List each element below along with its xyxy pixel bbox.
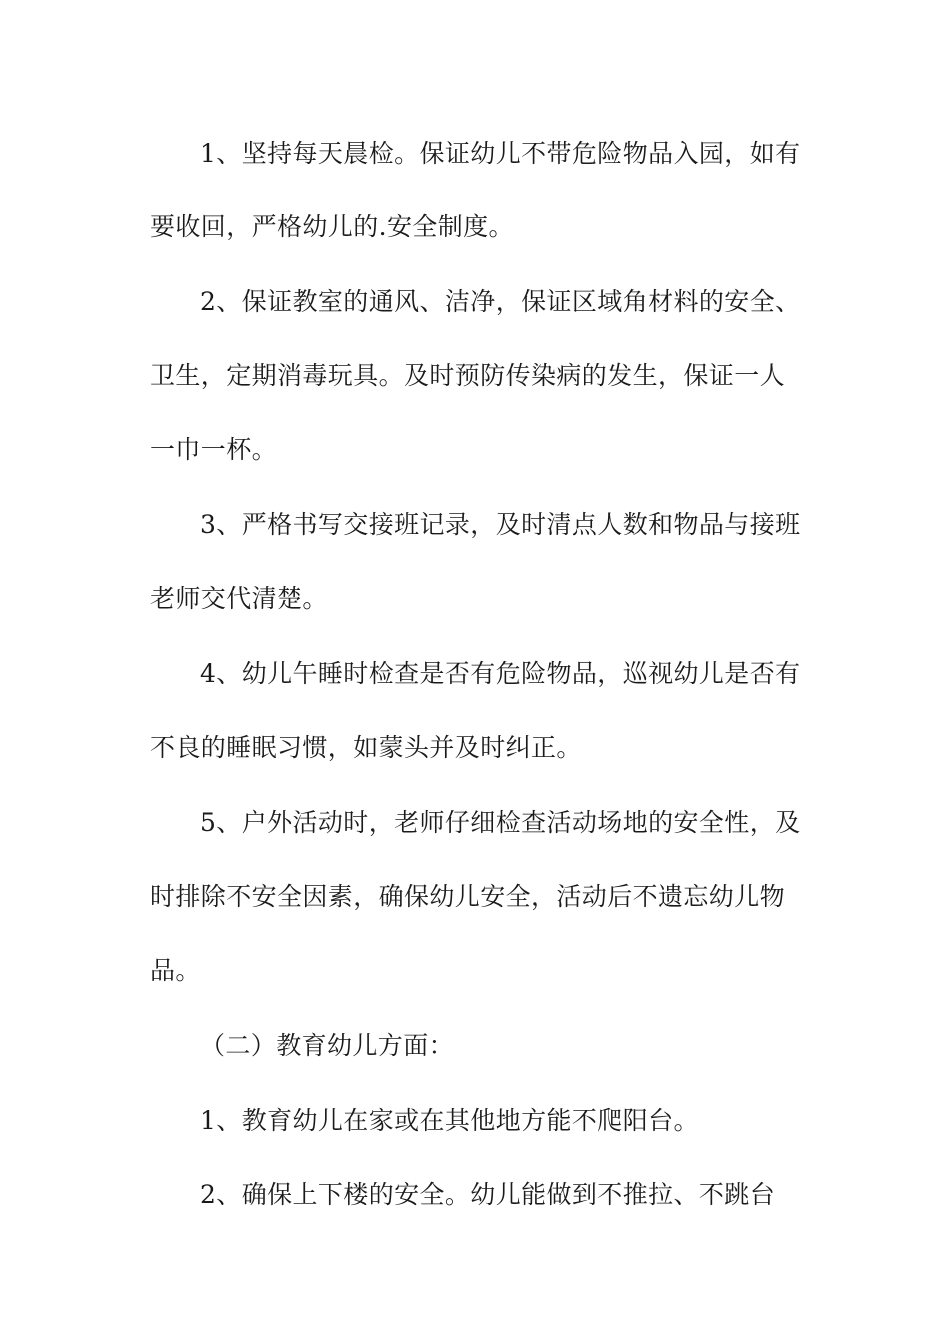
- paragraph-2-line-2: 卫生，定期消毒玩具。及时预防传染病的发生，保证一人: [150, 361, 786, 390]
- paragraph-6-line-1: 1、教育幼儿在家或在其他地方能不爬阳台。: [200, 1106, 699, 1135]
- paragraph-7-line-1: 2、确保上下楼的安全。幼儿能做到不推拉、不跳台: [200, 1180, 776, 1209]
- paragraph-3-line-2: 老师交代清楚。: [150, 584, 328, 613]
- paragraph-1-line-2: 要收回，严格幼儿的.安全制度。: [150, 212, 514, 241]
- section-heading: （二）教育幼儿方面：: [200, 1031, 455, 1060]
- paragraph-1-line-1: 1、坚持每天晨检。保证幼儿不带危险物品入园，如有: [200, 139, 801, 168]
- paragraph-2-line-3: 一巾一杯。: [150, 435, 278, 464]
- paragraph-5-line-2: 时排除不安全因素，确保幼儿安全，活动后不遗忘幼儿物: [150, 882, 786, 911]
- paragraph-2-line-1: 2、保证教室的通风、洁净，保证区域角材料的安全、: [200, 287, 801, 316]
- paragraph-4-line-2: 不良的睡眠习惯，如蒙头并及时纠正。: [150, 733, 582, 762]
- paragraph-3-line-1: 3、严格书写交接班记录，及时清点人数和物品与接班: [200, 510, 801, 539]
- paragraph-5-line-3: 品。: [150, 956, 201, 985]
- paragraph-5-line-1: 5、户外活动时，老师仔细检查活动场地的安全性，及: [200, 808, 801, 837]
- paragraph-4-line-1: 4、幼儿午睡时检查是否有危险物品，巡视幼儿是否有: [200, 659, 801, 688]
